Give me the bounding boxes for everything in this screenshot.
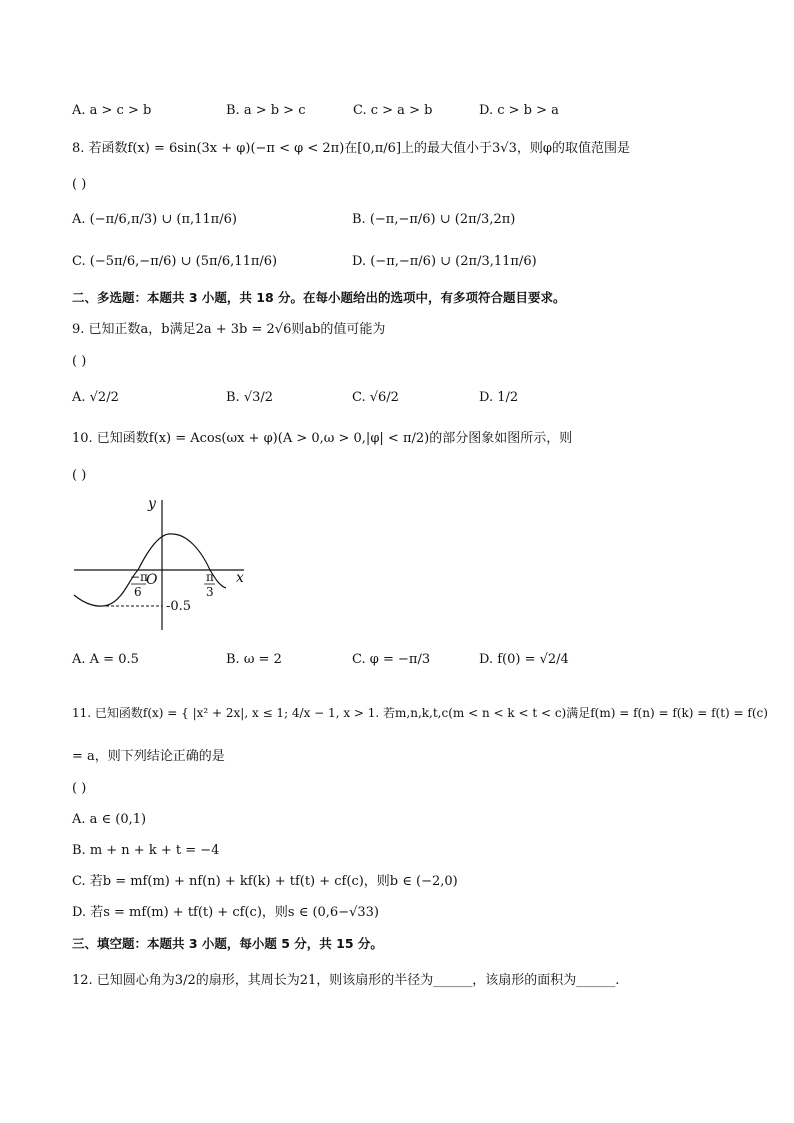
q10-option-d: D. f(0) = √2/4	[479, 652, 569, 667]
q8-option-d: D. (−π,−π/6) ∪ (2π/3,11π/6)	[352, 254, 537, 269]
q11-option-a: A. a ∈ (0,1)	[72, 812, 147, 827]
q9-paren: ( )	[72, 354, 87, 369]
x-axis-label: x	[236, 570, 244, 586]
neg-pi-6-denominator: 6	[134, 585, 142, 599]
q7-option-c: C. c > a > b	[353, 103, 433, 118]
q8-option-c: C. (−5π/6,−π/6) ∪ (5π/6,11π/6)	[72, 254, 278, 269]
q8-option-b: B. (−π,−π/6) ∪ (2π/3,2π)	[352, 212, 516, 227]
q9-option-d: D. 1/2	[479, 390, 519, 405]
q11-option-b: B. m + n + k + t = −4	[72, 843, 220, 858]
q9-stem: 9. 已知正数a，b满足2a + 3b = 2√6则ab的值可能为	[72, 322, 386, 337]
q9-option-a: A. √2/2	[72, 390, 119, 405]
q8-paren: ( )	[72, 177, 87, 192]
q10-option-b: B. ω = 2	[226, 652, 282, 667]
q11-stem-part2: = a，则下列结论正确的是	[72, 749, 225, 764]
q11-option-c: C. 若b = mf(m) + nf(n) + kf(k) + tf(t) + cf(c)，则b ∈ (−2,0)	[72, 874, 458, 889]
q12-stem: 12. 已知圆心角为3/2的扇形，其周长为21，则该扇形的半径为______，该扇形的面积为______.	[72, 973, 620, 988]
q11-stem-part1: 11. 已知函数f(x) = { |x² + 2x|, x ≤ 1; 4/x − 1, x > 1. 若m,n,k,t,c(m < n < k < t < c)满足f(m) = f(n) = f(k) = f(t) = f(c)	[72, 706, 768, 720]
pi-3-denominator: 3	[206, 585, 214, 599]
y-axis-label: y	[148, 496, 156, 512]
q9-option-c: C. √6/2	[352, 390, 399, 405]
q11-paren: ( )	[72, 781, 87, 796]
q7-option-a: A. a > c > b	[72, 103, 152, 118]
q10-function-graph	[68, 490, 258, 635]
q7-option-d: D. c > b > a	[479, 103, 559, 118]
q9-option-b: B. √3/2	[226, 390, 274, 405]
section-2-heading: 二、多选题：本题共 3 小题，共 18 分。在每小题给出的选项中，有多项符合题目要求。	[72, 290, 566, 305]
q10-option-c: C. φ = −π/3	[352, 652, 431, 667]
q10-option-a: A. A = 0.5	[72, 652, 139, 667]
pi-3-numerator: π	[206, 570, 214, 584]
q10-paren: ( )	[72, 468, 87, 483]
q10-stem: 10. 已知函数f(x) = Acos(ωx + φ)(A > 0,ω > 0,|φ| < π/2)的部分图象如图所示，则	[72, 431, 573, 446]
q11-option-d: D. 若s = mf(m) + tf(t) + cf(c)，则s ∈ (0,6−√33)	[72, 905, 379, 920]
neg-pi-6-numerator: −π	[130, 570, 148, 584]
origin-label: O	[146, 572, 158, 588]
section-3-heading: 三、填空题：本题共 3 小题，每小题 5 分，共 15 分。	[72, 936, 383, 951]
q8-stem: 8. 若函数f(x) = 6sin(3x + φ)(−π < φ < 2π)在[0,π/6]上的最大值小于3√3，则φ的取值范围是	[72, 141, 630, 156]
q7-option-b: B. a > b > c	[226, 103, 306, 118]
q8-option-a: A. (−π/6,π/3) ∪ (π,11π/6)	[72, 212, 237, 227]
min-value-label: -0.5	[166, 599, 192, 614]
